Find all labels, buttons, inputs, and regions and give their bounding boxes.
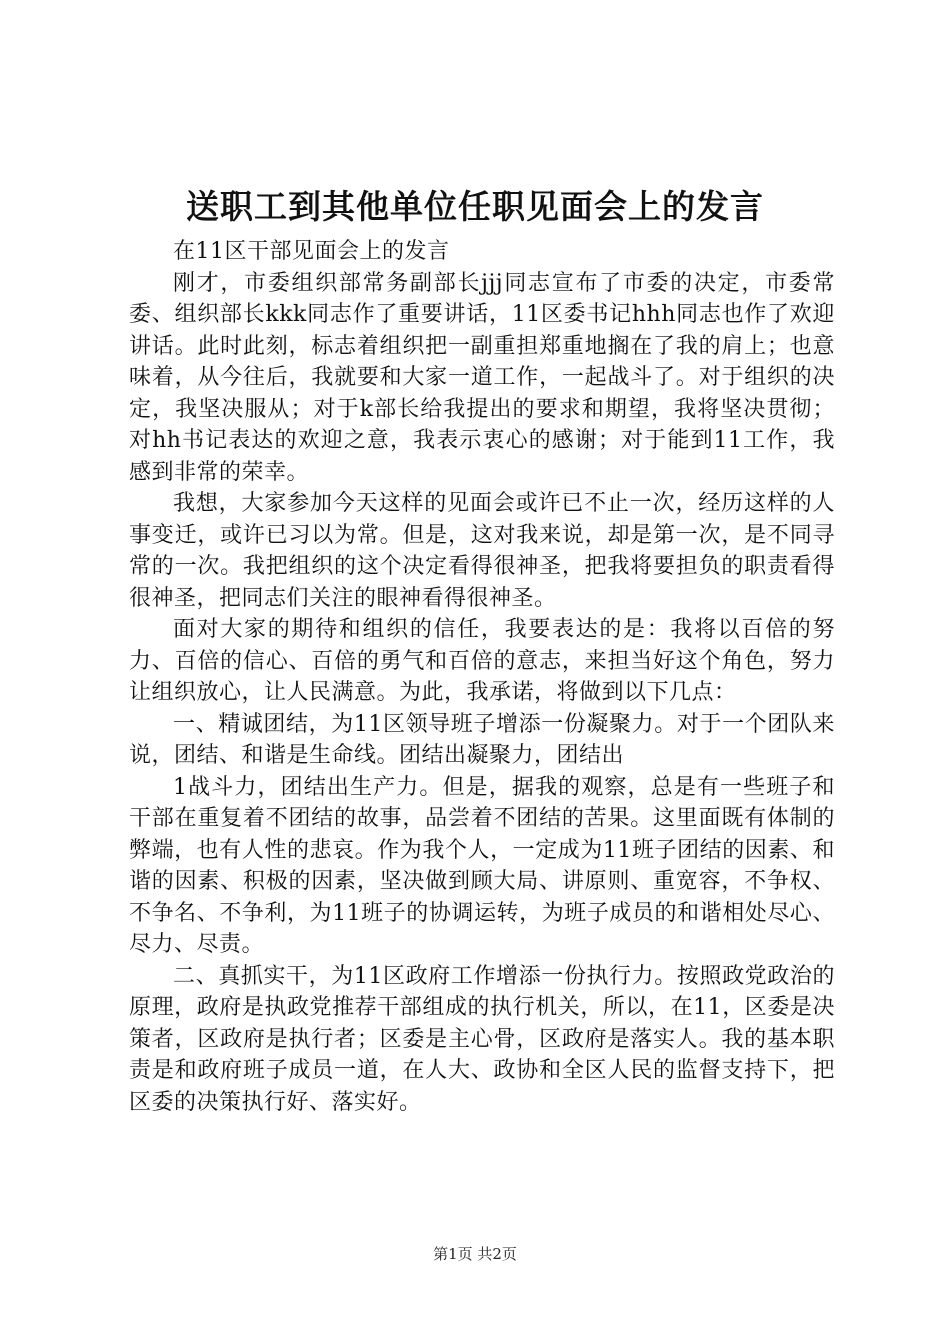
body-paragraph: 我想，大家参加今天这样的见面会或许已不止一次，经历这样的人事变迁，或许已习以为常。但是，这对我来说，却是第一次，是不同寻常的一次。我把组织的这个决定看得很神圣，把我将要担负的职责看得很神圣，把同志们关注的眼神看得很神圣。 bbox=[129, 491, 835, 611]
body-paragraph: 一、精诚团结，为11区领导班子增添一份凝聚力。对于一个团队来说，团结、和谐是生命线。团结出凝聚力，团结出 bbox=[129, 711, 835, 768]
subtitle-paragraph: 在11区干部见面会上的发言 bbox=[173, 239, 450, 264]
body-paragraph: 1战斗力，团结出生产力。但是，据我的观察，总是有一些班子和干部在重复着不团结的故事，品尝着不团结的苦果。这里面既有体制的弊端，也有人性的悲哀。作为我个人，一定成为11班子团结的因素、和谐的因素、积极的因素，坚决做到顾大局、讲原则、重宽容，不争权、不争名、不争利，为11班子的协调运转，为班子成员的和谐相处尽心、尽力、尽责。 bbox=[129, 774, 835, 957]
document-title: 送职工到其他单位任职见面会上的发言 bbox=[186, 187, 764, 226]
body-paragraph: 二、真抓实干，为11区政府工作增添一份执行力。按照政党政治的原理，政府是执政党推荐干部组成的执行机关，所以，在11，区委是决策者，区政府是执行者；区委是主心骨，区政府是落实人。我的基本职责是和政府班子成员一道，在人大、政协和全区人民的监督支持下，把区委的决策执行好、落实好。 bbox=[129, 963, 835, 1115]
document-body bbox=[129, 236, 835, 1118]
page-footer: 第1页 共2页 bbox=[433, 1245, 517, 1263]
body-paragraph: 面对大家的期待和组织的信任，我要表达的是：我将以百倍的努力、百倍的信心、百倍的勇气和百倍的意志，来担当好这个角色，努力让组织放心，让人民满意。为此，我承诺，将做到以下几点： bbox=[129, 617, 835, 705]
body-paragraph: 刚才，市委组织部常务副部长jjj同志宣布了市委的决定，市委常委、组织部长kkk同志作了重要讲话，11区委书记hhh同志也作了欢迎讲话。此时此刻，标志着组织把一副重担郑重地搁在了我的肩上；也意味着，从今往后，我就要和大家一道工作，一起战斗了。对于组织的决定，我坚决服从；对于k部长给我提出的要求和期望，我将坚决贯彻；对hh书记表达的欢迎之意，我表示衷心的感谢；对于能到11工作，我感到非常的荣幸。 bbox=[129, 270, 835, 485]
